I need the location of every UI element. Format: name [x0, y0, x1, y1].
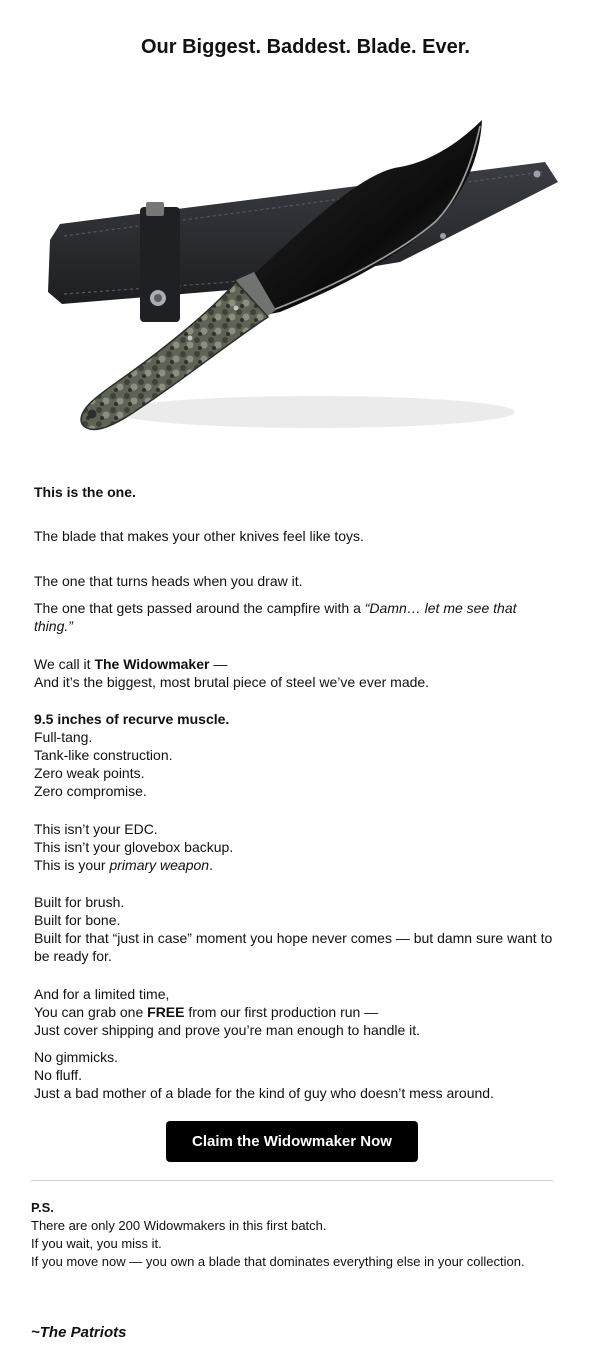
heads-text: The one that turns heads when you draw it. — [34, 573, 303, 589]
fluff-text: No fluff. — [34, 1067, 82, 1083]
headline: Our Biggest. Baddest. Blade. Ever. — [141, 36, 470, 58]
toys-text: The blade that makes your other knives feel like toys. — [34, 528, 364, 544]
call-line2: And it’s the biggest, most brutal piece of steel we’ve ever made. — [34, 674, 430, 690]
widowmaker-name: The Widowmaker — [94, 656, 210, 672]
offer-block — [34, 985, 579, 1039]
primary-pre: This is your — [34, 857, 110, 873]
built-block — [34, 893, 554, 965]
specs-block — [34, 710, 579, 800]
spec-item: Tank-like construction. — [34, 747, 173, 763]
closing-block — [34, 1048, 579, 1102]
mother-text: Just a bad mother of a blade for the kind of guy who doesn’t mess around. — [34, 1085, 494, 1101]
spec-item: Full-tang. — [34, 729, 93, 745]
muscle-text: 9.5 inches of recurve muscle. — [34, 711, 230, 727]
grab-post: from our first production run — — [184, 1004, 379, 1020]
divider — [31, 1180, 553, 1181]
intro-text: This is the one. — [34, 484, 136, 500]
edc-block — [34, 820, 579, 874]
primary-weapon: primary weapon — [109, 857, 210, 873]
grab-pre: You can grab one — [34, 1004, 148, 1020]
ps-title: P.S. — [31, 1200, 54, 1215]
spec-item: Zero weak points. — [34, 765, 145, 781]
not-glovebox-text: This isn’t your glovebox backup. — [34, 839, 234, 855]
ps-line: There are only 200 Widowmakers in this first batch. — [31, 1218, 327, 1233]
primary-post: . — [209, 857, 213, 873]
limited-text: And for a limited time, — [34, 986, 170, 1002]
ps-line: If you move now — you own a blade that dominates everything else in your collection. — [31, 1254, 525, 1269]
campfire-quote: “Damn… let me see that thing.” — [34, 600, 517, 634]
knife-icon — [40, 112, 580, 457]
built-brush-text: Built for brush. — [34, 894, 125, 910]
built-case-text: Built for that “just in case” moment you hope never comes — but damn sure want to be ready for. — [34, 930, 553, 964]
signature: ~The Patriots — [31, 1324, 127, 1341]
campfire-pre: The one that gets passed around the campfire with a — [34, 600, 365, 616]
claim-widowmaker-button[interactable]: Claim the Widowmaker Now — [166, 1121, 418, 1162]
call-post: — — [209, 656, 228, 672]
gimmicks-text: No gimmicks. — [34, 1049, 119, 1065]
ps-line: If you wait, you miss it. — [31, 1236, 162, 1251]
free-text: FREE — [147, 1004, 185, 1020]
call-pre: We call it — [34, 656, 95, 672]
call-text — [34, 655, 579, 691]
not-edc-text: This isn’t your EDC. — [34, 821, 158, 837]
shipping-text: Just cover shipping and prove you’re man enough to handle it. — [34, 1022, 421, 1038]
ps-block — [31, 1199, 553, 1271]
campfire-text — [34, 599, 544, 635]
knife-with-sheath-image — [40, 112, 580, 457]
built-bone-text: Built for bone. — [34, 912, 121, 928]
spec-item: Zero compromise. — [34, 783, 147, 799]
